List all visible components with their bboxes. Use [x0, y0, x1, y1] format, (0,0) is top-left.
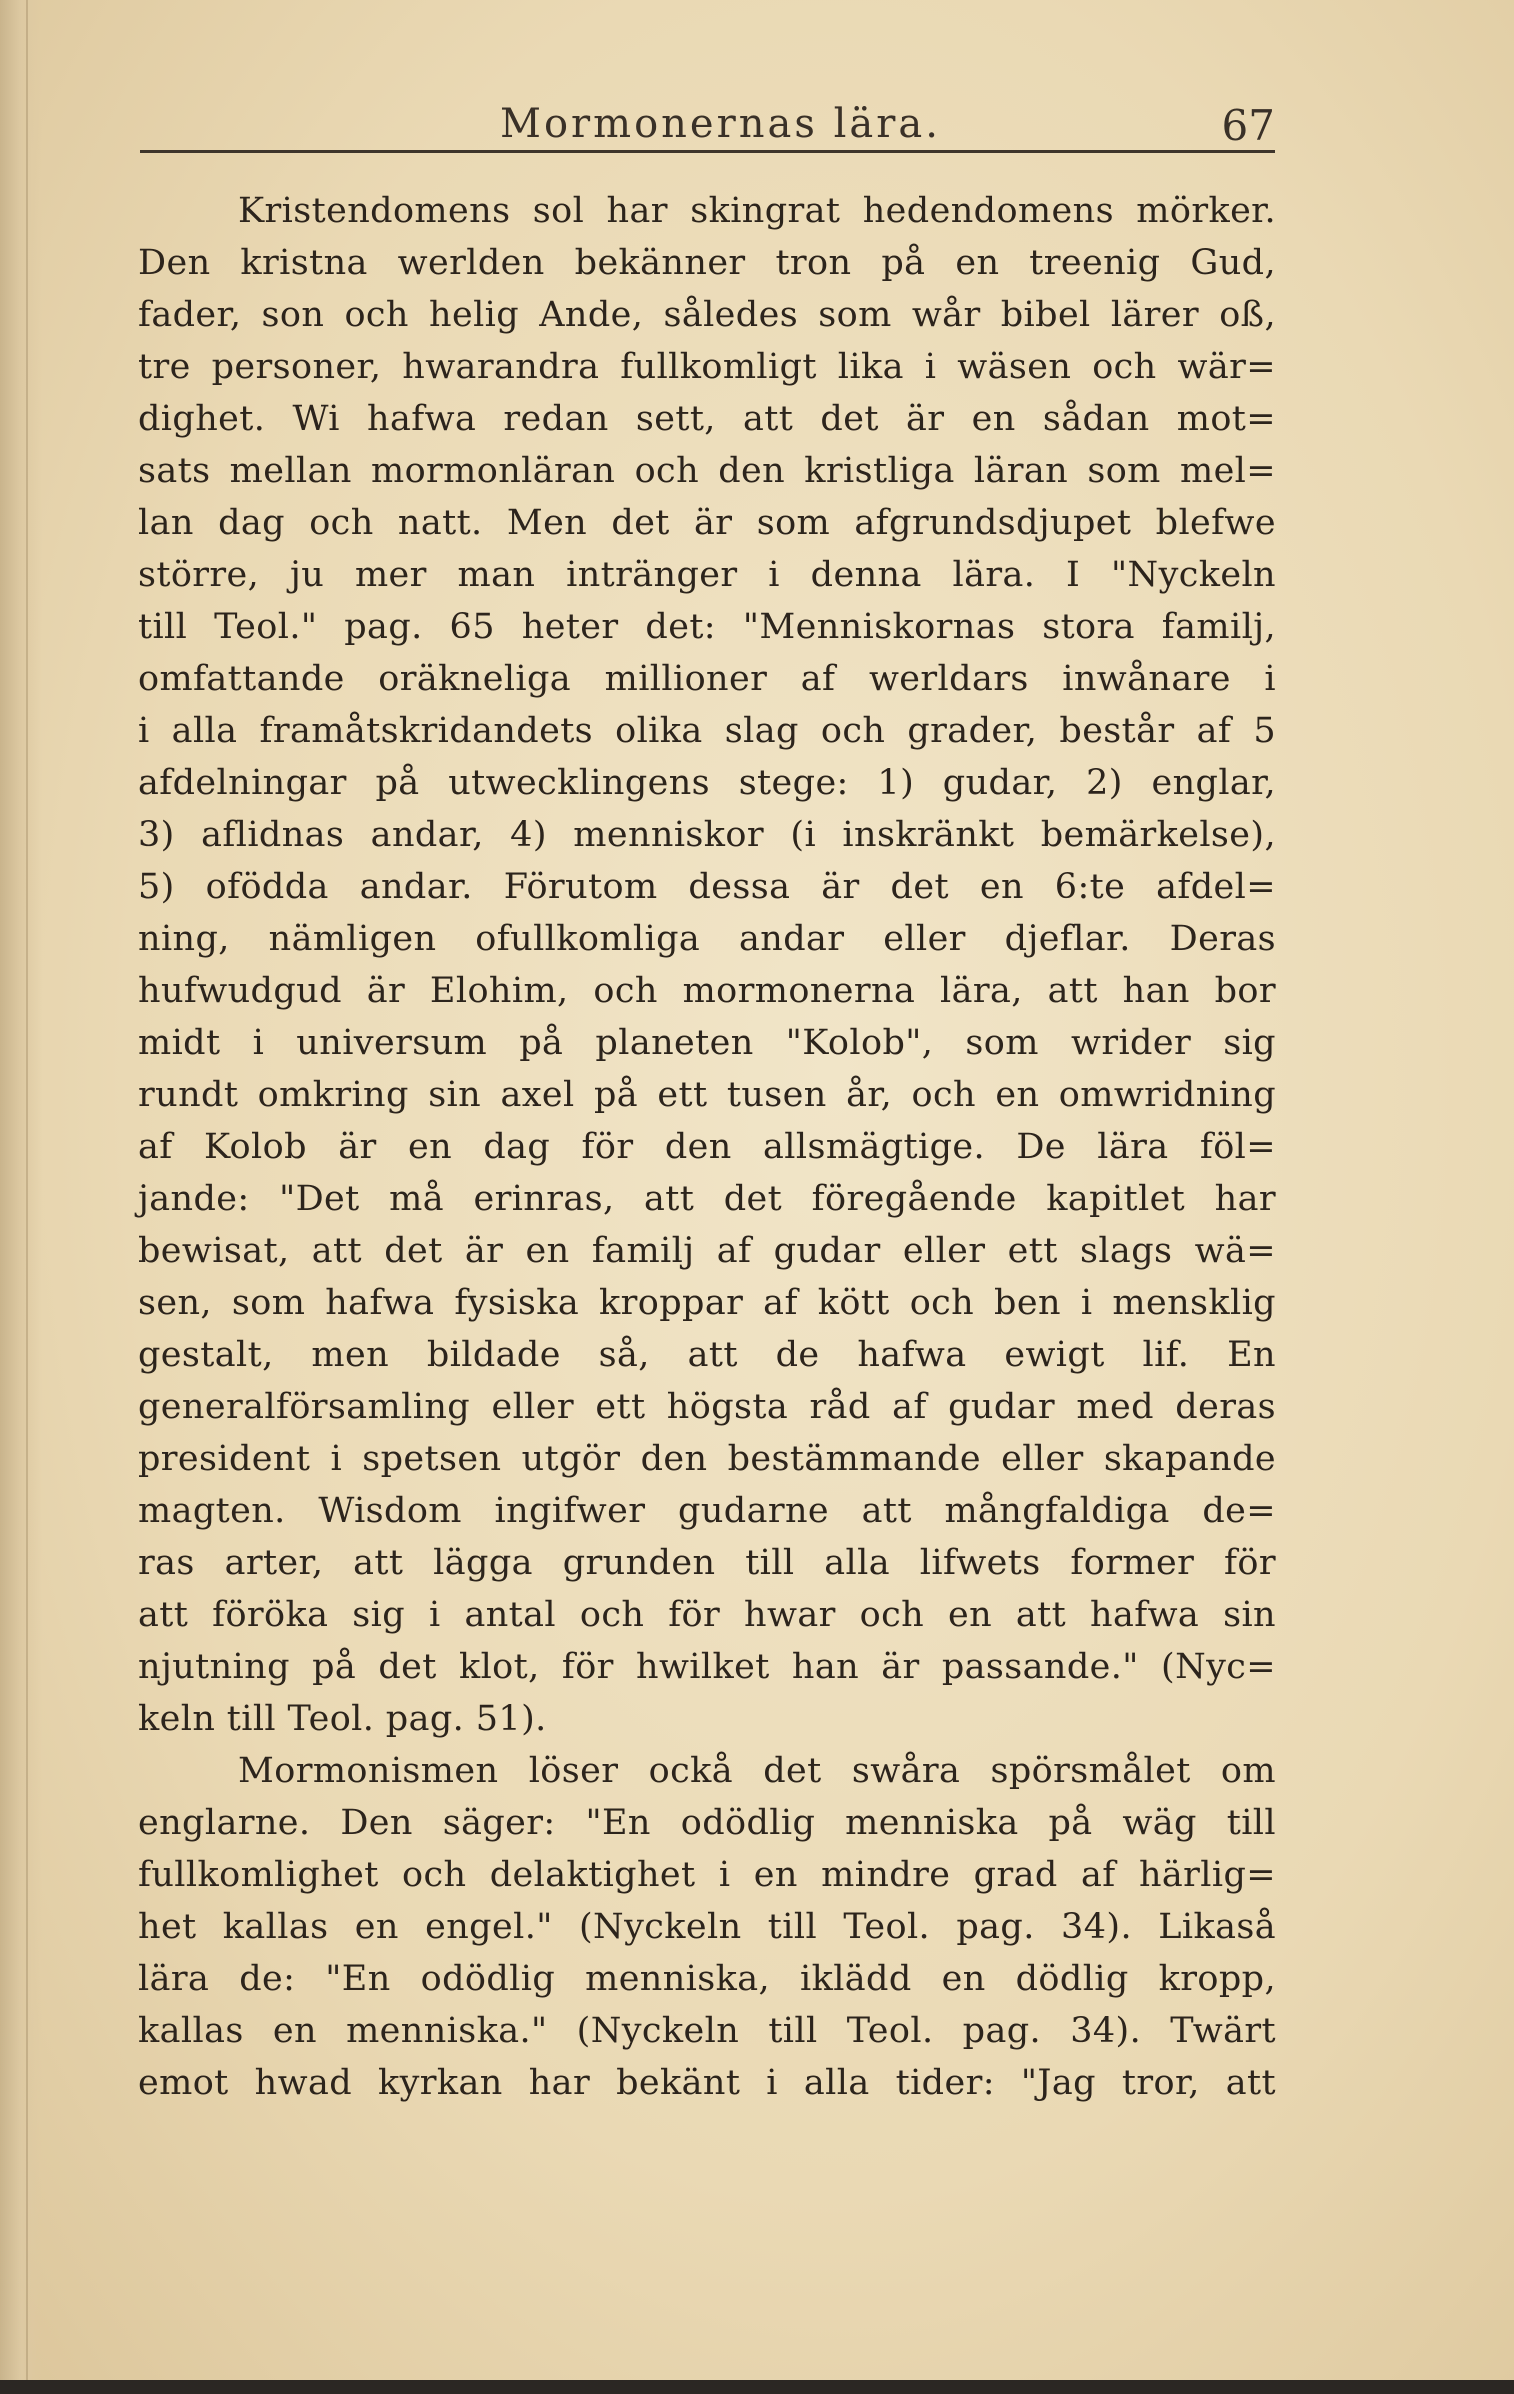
text-line: till Teol." pag. 65 heter det: "Menniskornas stora familj,: [138, 607, 1276, 647]
text-line: omfattande oräkneliga millioner af werldars inwånare i: [138, 659, 1276, 699]
text-line: dighet. Wi hafwa redan sett, att det är en sådan mot=: [138, 399, 1276, 439]
text-line: i alla framåtskridandets olika slag och grader, består af 5: [138, 711, 1276, 751]
scan-bottom-edge: [0, 2380, 1514, 2394]
text-line: större, ju mer man intränger i denna lära. I "Nyckeln: [138, 555, 1276, 595]
text-line: Kristendomens sol har skingrat hedendomens mörker.: [238, 191, 1276, 231]
text-line: ning, nämligen ofullkomliga andar eller djeflar. Deras: [138, 919, 1276, 959]
text-line: kallas en menniska." (Nyckeln till Teol. pag. 34). Twärt: [138, 2011, 1276, 2051]
text-line: englarne. Den säger: "En odödlig menniska på wäg till: [138, 1803, 1276, 1843]
page-binding-shadow: [0, 0, 42, 2394]
text-line: het kallas en engel." (Nyckeln till Teol. pag. 34). Likaså: [138, 1907, 1276, 1947]
page-number: 67: [1221, 101, 1275, 150]
text-line: Mormonismen löser ockå det swåra spörsmålet om: [238, 1751, 1276, 1791]
text-line: fader, son och helig Ande, således som wår bibel lärer oß,: [138, 295, 1276, 335]
text-line: hufwudgud är Elohim, och mormonerna lära, att han bor: [138, 971, 1276, 1011]
header-rule: [140, 150, 1275, 153]
text-line: Den kristna werlden bekänner tron på en treenig Gud,: [138, 243, 1276, 283]
body-text: [138, 185, 1276, 2109]
text-line: generalförsamling eller ett högsta råd af gudar med deras: [138, 1387, 1276, 1427]
text-line: magten. Wisdom ingifwer gudarne att mångfaldiga de=: [138, 1491, 1276, 1531]
running-head: [140, 95, 1275, 155]
text-line: midt i universum på planeten "Kolob", som wrider sig: [138, 1023, 1276, 1063]
text-line: bewisat, att det är en familj af gudar eller ett slags wä=: [138, 1231, 1276, 1271]
text-line: gestalt, men bildade så, att de hafwa ewigt lif. En: [138, 1335, 1276, 1375]
text-line: 5) ofödda andar. Förutom dessa är det en 6:te afdel=: [138, 867, 1276, 907]
text-line: sen, som hafwa fysiska kroppar af kött och ben i mensklig: [138, 1283, 1276, 1323]
text-line: afdelningar på utwecklingens stege: 1) gudar, 2) englar,: [138, 763, 1276, 803]
text-line: lan dag och natt. Men det är som afgrundsdjupet blefwe: [138, 503, 1276, 543]
text-line: fullkomlighet och delaktighet i en mindre grad af härlig=: [138, 1855, 1276, 1895]
text-line: ras arter, att lägga grunden till alla lifwets former för: [138, 1543, 1276, 1583]
running-head-title: Mormonernas lära.: [500, 101, 941, 147]
text-line: president i spetsen utgör den bestämmande eller skapande: [138, 1439, 1276, 1479]
text-line: tre personer, hwarandra fullkomligt lika i wäsen och wär=: [138, 347, 1276, 387]
text-line: af Kolob är en dag för den allsmägtige. De lära föl=: [138, 1127, 1276, 1167]
text-line: njutning på det klot, för hwilket han är passande." (Nyc=: [138, 1647, 1276, 1687]
text-line: jande: "Det må erinras, att det föregående kapitlet har: [138, 1179, 1276, 1219]
text-line: 3) aflidnas andar, 4) menniskor (i inskränkt bemärkelse),: [138, 815, 1276, 855]
binding-fold-line: [26, 0, 28, 2394]
text-line: keln till Teol. pag. 51).: [138, 1699, 547, 1739]
text-line: emot hwad kyrkan har bekänt i alla tider: "Jag tror, att: [138, 2063, 1276, 2103]
text-line: rundt omkring sin axel på ett tusen år, och en omwridning: [138, 1075, 1276, 1115]
text-line: lära de: "En odödlig menniska, iklädd en dödlig kropp,: [138, 1959, 1276, 1999]
text-line: sats mellan mormonläran och den kristliga läran som mel=: [138, 451, 1276, 491]
text-line: att föröka sig i antal och för hwar och en att hafwa sin: [138, 1595, 1276, 1635]
